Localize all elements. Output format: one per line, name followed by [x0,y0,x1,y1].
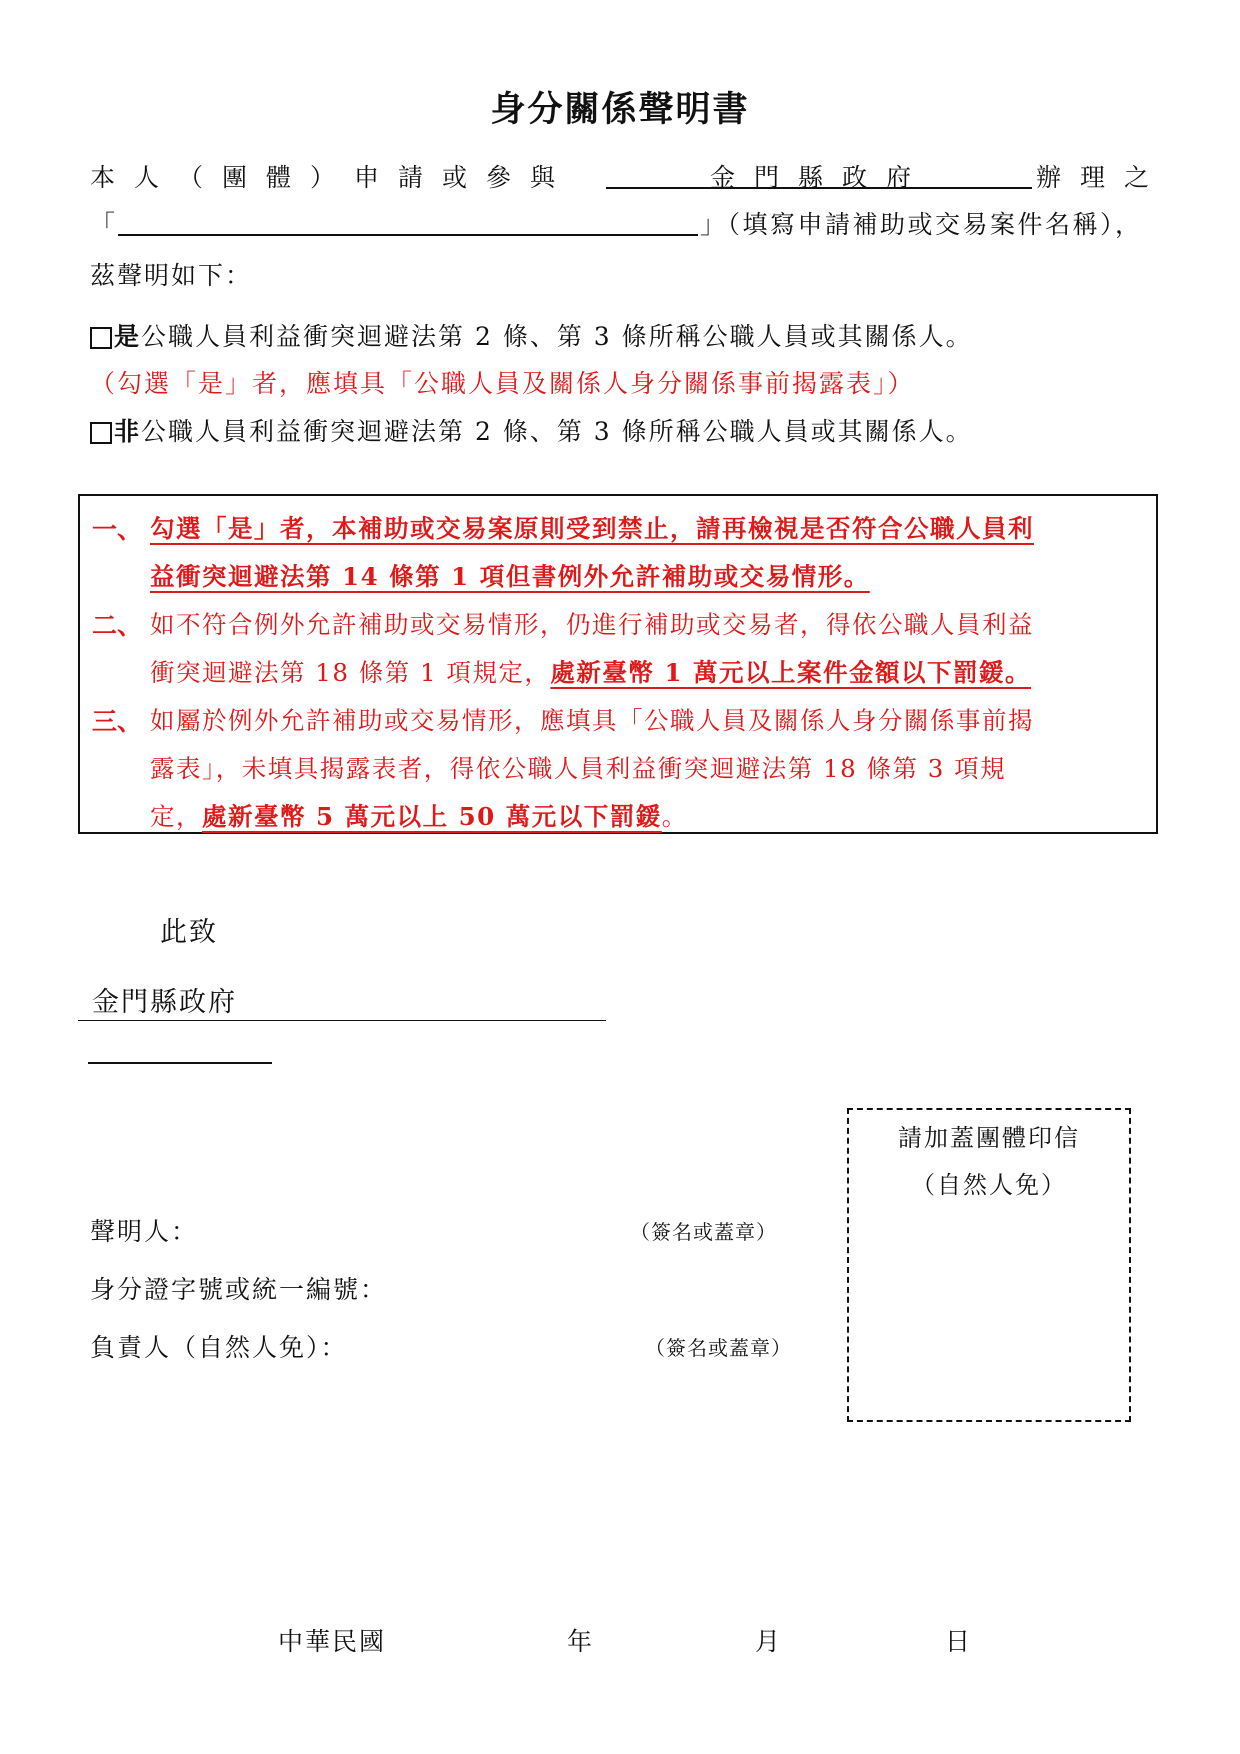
warning-2-line-1: 如不符合例外允許補助或交易情形，仍進行補助或交易者，得依公職人員利益 [150,610,1034,639]
declarant-sign-hint: （簽名或蓋章） [630,1220,777,1244]
date-era: 中華民國 [278,1627,387,1656]
warning-2-text: 衝突迴避法第 18 條第 1 項規定， [150,658,551,687]
date-day: 日 [945,1627,971,1656]
warning-2-line-2 [150,654,1031,689]
blank-underline [88,1062,272,1064]
org-name: 金門縣政府 [710,163,931,192]
warning-3-penalty: 處新臺幣 5 萬元以上 50 萬元以下罰鍰 [202,802,662,831]
yes-note: （勾選「是」者，應填具「公職人員及關係人身分關係事前揭露表」） [90,369,915,398]
warning-3-text: 定， [150,802,202,831]
option-yes [90,317,973,353]
quote-open: 「 [90,210,116,239]
yes-checkbox[interactable] [90,327,112,349]
date-year: 年 [567,1627,593,1656]
warning-2-penalty: 處新臺幣 1 萬元以上案件金額以下罰鍰。 [550,658,1032,687]
seal-stamp-area[interactable] [847,1108,1131,1422]
salutation: 此致 [160,917,218,948]
warning-1-number: 一、 [92,515,143,544]
warning-1-line-2: 益衝突迴避法第 14 條第 1 項但書例外允許補助或交易情形。 [150,562,870,591]
warning-3-line-3 [150,798,688,833]
warning-3-line-2: 露表」，未填具揭露表者，得依公職人員利益衝突迴避法第 18 條第 3 項規 [150,754,1007,783]
warning-2-number: 二、 [92,611,143,640]
recipient-underline [78,1020,606,1021]
no-text: 公職人員利益衝突迴避法第 2 條、第 3 條所稱公職人員或其關係人。 [141,417,973,446]
id-number-label: 身分證字號或統一編號： [90,1275,388,1304]
no-checkbox[interactable] [90,422,112,444]
no-label: 非 [114,417,142,446]
warning-box [78,494,1158,834]
quote-close-note: 」（填寫申請補助或交易案件名稱）， [700,210,1143,239]
document-title: 身分關係聲明書 [490,89,750,130]
case-name-field[interactable] [118,206,698,236]
yes-label: 是 [114,322,142,351]
option-no [90,412,973,448]
warning-3-number: 三、 [92,707,143,736]
responsible-label: 負責人（自然人免）： [90,1333,348,1362]
warning-3-line-1: 如屬於例外允許補助或交易情形，應填具「公職人員及關係人身分關係事前揭 [150,706,1034,735]
intro-suffix: 辦理之 [1036,163,1169,192]
intro-prefix: 本人（團體）申請或參與 [90,163,575,192]
yes-text: 公職人員利益衝突迴避法第 2 條、第 3 條所稱公職人員或其關係人。 [141,322,973,351]
stamp-instruction: 請加蓋團體印信 [898,1124,1080,1152]
responsible-sign-hint: （簽名或蓋章） [645,1336,792,1360]
warning-3-end: 。 [661,802,688,831]
warning-1-line-1: 勾選「是」者，本補助或交易案原則受到禁止，請再檢視是否符合公職人員利 [150,514,1034,543]
date-month: 月 [755,1627,781,1656]
recipient: 金門縣政府 [92,987,237,1018]
org-field[interactable] [606,158,1032,192]
stamp-exemption: （自然人免） [911,1171,1067,1199]
declarant-label: 聲明人： [90,1217,199,1246]
declare-as-follows: 茲聲明如下： [90,261,253,290]
